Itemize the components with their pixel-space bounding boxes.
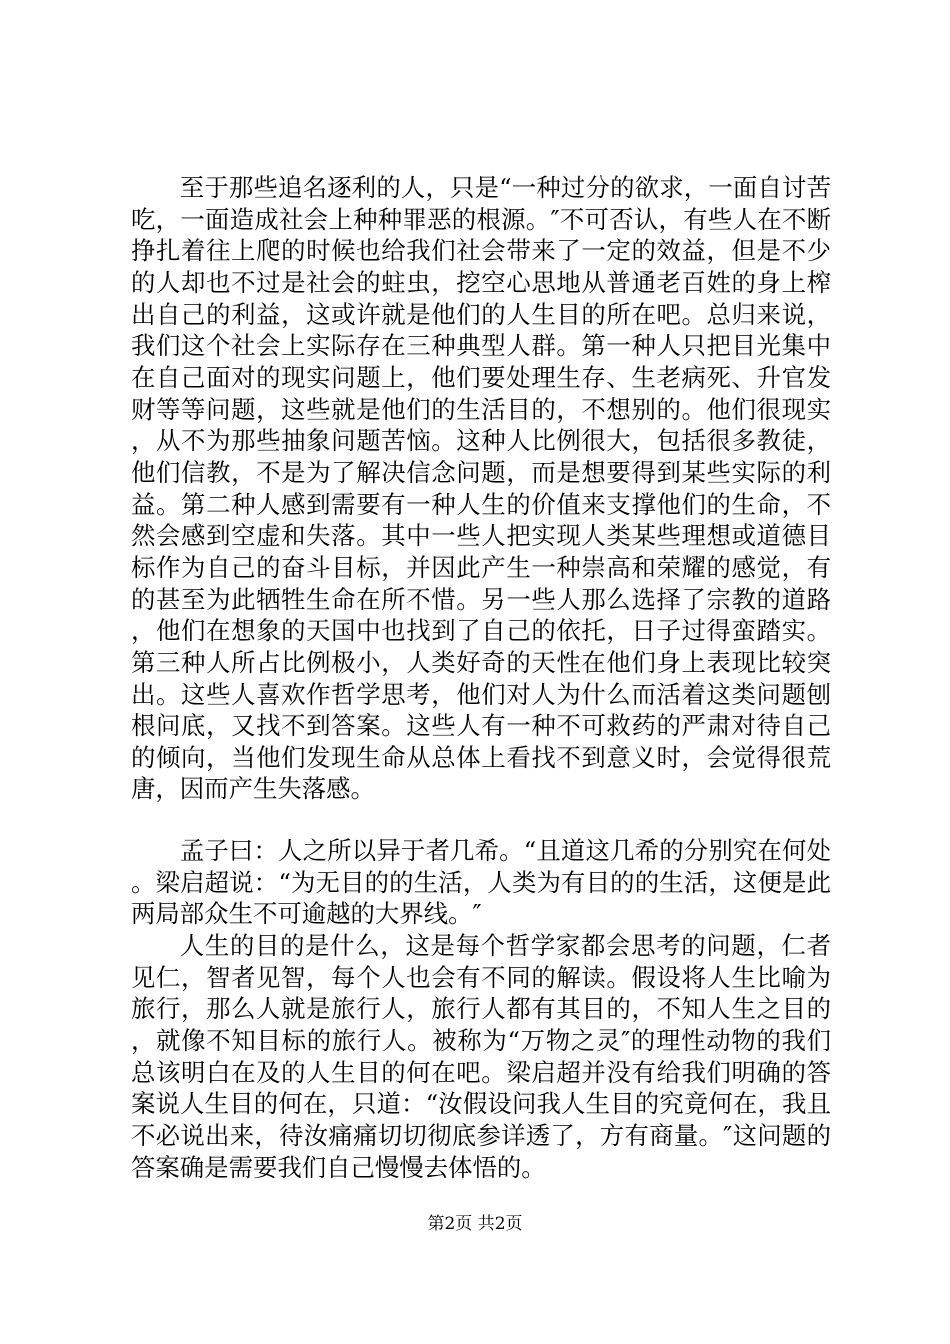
paragraph-three-types-of-people: 至于那些追名逐利的人，只是“一种过分的欲求，一面自讨苦吃，一面造成社会上种种罪恶的根源。″不可否认，有些人在不断挣扎着往上爬的时候也给我们社会带来了一定的效益，但是不少的人却也不过是社会的蛀虫，挖空心思地从普通老百姓的身上榨出自己的利益，这或许就是他们的人生目的所在吧。总归来说，我们这个社会上实际存在三种典型人群。第一种人只把目光集中在自己面对的现实问题上，他们要处理生存、生老病死、升官发财等等问题，这些就是他们的生活目的，不想别的。他们很现实，从不为那些抽象问题苦恼。这种人比例很大，包括很多教徒，他们信教，不是为了解决信念问题，而是想要得到某些实际的利益。第二种人感到需要有一种人生的价值来支撑他们的生命，不然会感到空虚和失落。其中一些人把实现人类某些理想或道德目标作为自己的奋斗目标，并因此产生一种崇高和荣耀的感觉，有的甚至为此牺牲生命在所不惜。另一些人那么选择了宗教的道路，他们在想象的天国中也找到了自己的依托，日子过得蛮踏实。第三种人所占比例极小，人类好奇的天性在他们身上表现比较突出。这些人喜欢作哲学思考，他们对人为什么而活着这类问题刨根问底，又找不到答案。这些人有一种不可救药的严肃对待自己的倾向，当他们发现生命从总体上看找不到意义时，会觉得很荒唐，因而产生失落感。	[131, 173, 831, 804]
document-body	[131, 172, 831, 1183]
paragraph-purpose-of-life: 人生的目的是什么，这是每个哲学家都会思考的问题，仁者见仁，智者见智，每个人也会有不同的解读。假设将人生比喻为旅行，那么人就是旅行人，旅行人都有其目的，不知人生之目的，就像不知目标的旅行人。被称为“万物之灵″的理性动物的我们总该明白在及的人生目的何在吧。梁启超并没有给我们明确的答案说人生目的何在，只道：“汝假设问我人生目的究竟何在，我且不必说出来，待汝痛痛切切彻底参详透了，方有商量。″这问题的答案确是需要我们自己慢慢去体悟的。	[131, 931, 831, 1182]
page-footer: 第2页 共2页	[427, 1214, 523, 1234]
paragraph-mencius-quote: 孟子曰：人之所以异于者几希。“且道这几希的分别究在何处。梁启超说：“为无目的的生活，人类为有目的的生活，这便是此两局部众生不可逾越的大界线。″	[131, 836, 831, 929]
